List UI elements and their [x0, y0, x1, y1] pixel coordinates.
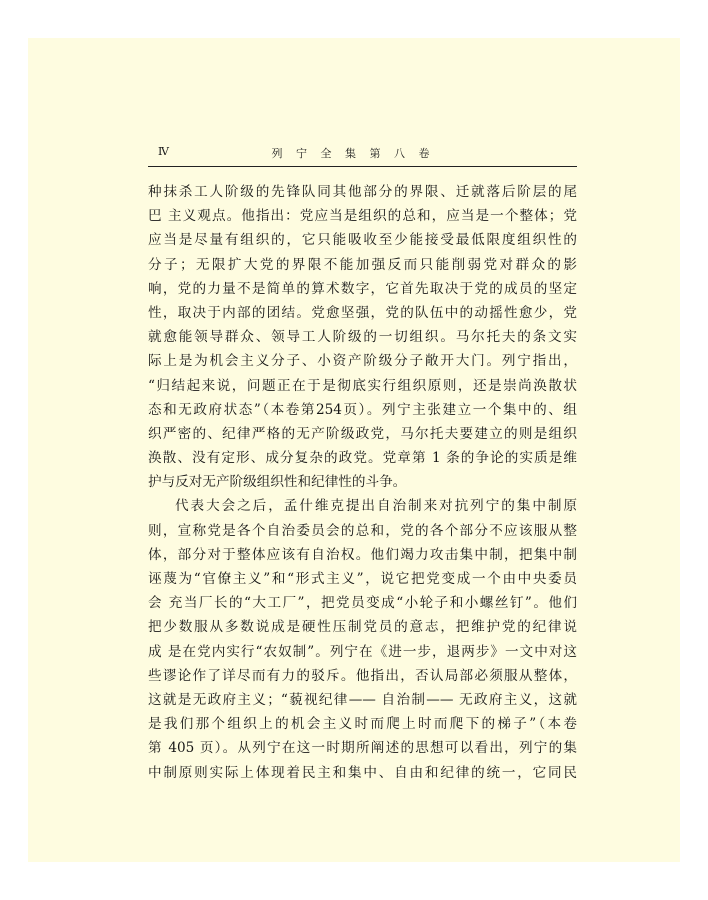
text-line: “归结起来说，问题正在于是彻底实行组织原则，还是崇尚涣散状 — [148, 377, 577, 394]
text-line: 际上是为机会主义分子、小资产阶级分子敞开大门。列宁指出， — [148, 353, 577, 370]
text-line: 这就是无政府主义；“藐视纪律—— 自治制—— 无政府主义，这就 — [148, 691, 577, 708]
text-line: 涣散、没有定形、成分复杂的政党。党章第 1 条的争论的实质是维 — [148, 450, 577, 467]
running-head — [130, 145, 576, 161]
page-number: Ⅳ — [158, 145, 169, 158]
text-line: 性，取决于内部的团结。党愈坚强，党的队伍中的动摇性愈少，党 — [148, 304, 577, 321]
text-line: 会 充当厂长的“大工厂”，把党员变成“小轮子和小螺丝钉”。他们 — [148, 595, 577, 612]
text-line: 第 405 页）。从列宁在这一时期所阐述的思想可以看出，列宁的集 — [148, 740, 577, 757]
text-line: 织严密的、纪律严格的无产阶级政党，马尔托夫要建立的则是组织 — [148, 425, 577, 442]
text-line: 些谬论作了详尽而有力的驳斥。他指出，否认局部必须服从整体， — [148, 667, 577, 684]
text-line: 巴 主义观点。他指出：党应当是组织的总和，应当是一个整体；党 — [148, 208, 577, 225]
text-line: 种抹杀工人阶级的先锋队同其他部分的界限、迁就落后阶层的尾 — [148, 184, 577, 200]
text-line: 中制原则实际上体现着民主和集中、自由和纪律的统一，它同民 — [148, 764, 577, 781]
paragraph-start-line: 代表大会之后，孟什维克提出自治制来对抗列宁的集中制原 — [175, 498, 577, 515]
text-line: 成 是在党内实行“农奴制”。列宁在《进一步，退两步》一文中对这 — [148, 643, 577, 660]
text-line: 就愈能领导群众、领导工人阶级的一切组织。马尔托夫的条文实 — [148, 329, 577, 346]
paragraph-end-line: 护与反对无产阶级组织性和纪律性的斗争。 — [148, 474, 407, 491]
text-line: 诬蔑为“官僚主义”和“形式主义”，说它把党变成一个由中央委员 — [148, 571, 577, 587]
text-line: 应当是尽量有组织的，它只能吸收至少能接受最低限度组织性的 — [148, 232, 577, 249]
text-line: 态和无政府状态”（本卷第254页）。列宁主张建立一个集中的、组 — [148, 401, 577, 418]
book-title: 列 宁 全 集 第 八 卷 — [271, 147, 435, 160]
text-line: 分子；无限扩大党的界限不能加强反而只能削弱党对群众的影 — [148, 256, 577, 273]
text-line: 响，党的力量不是简单的算术数字，它首先取决于党的成员的坚定 — [148, 280, 577, 297]
text-line: 则，宣称党是各个自治委员会的总和，党的各个部分不应该服从整 — [148, 522, 577, 539]
text-line: 是我们那个组织上的机会主义时而爬上时而爬下的梯子”（本卷 — [148, 716, 577, 733]
text-line: 体，部分对于整体应该有自治权。他们竭力攻击集中制，把集中制 — [148, 546, 577, 563]
body-text — [148, 180, 577, 785]
text-line: 把少数服从多数说成是硬性压制党员的意志，把维护党的纪律说 — [148, 619, 577, 636]
header-rule — [148, 166, 577, 167]
